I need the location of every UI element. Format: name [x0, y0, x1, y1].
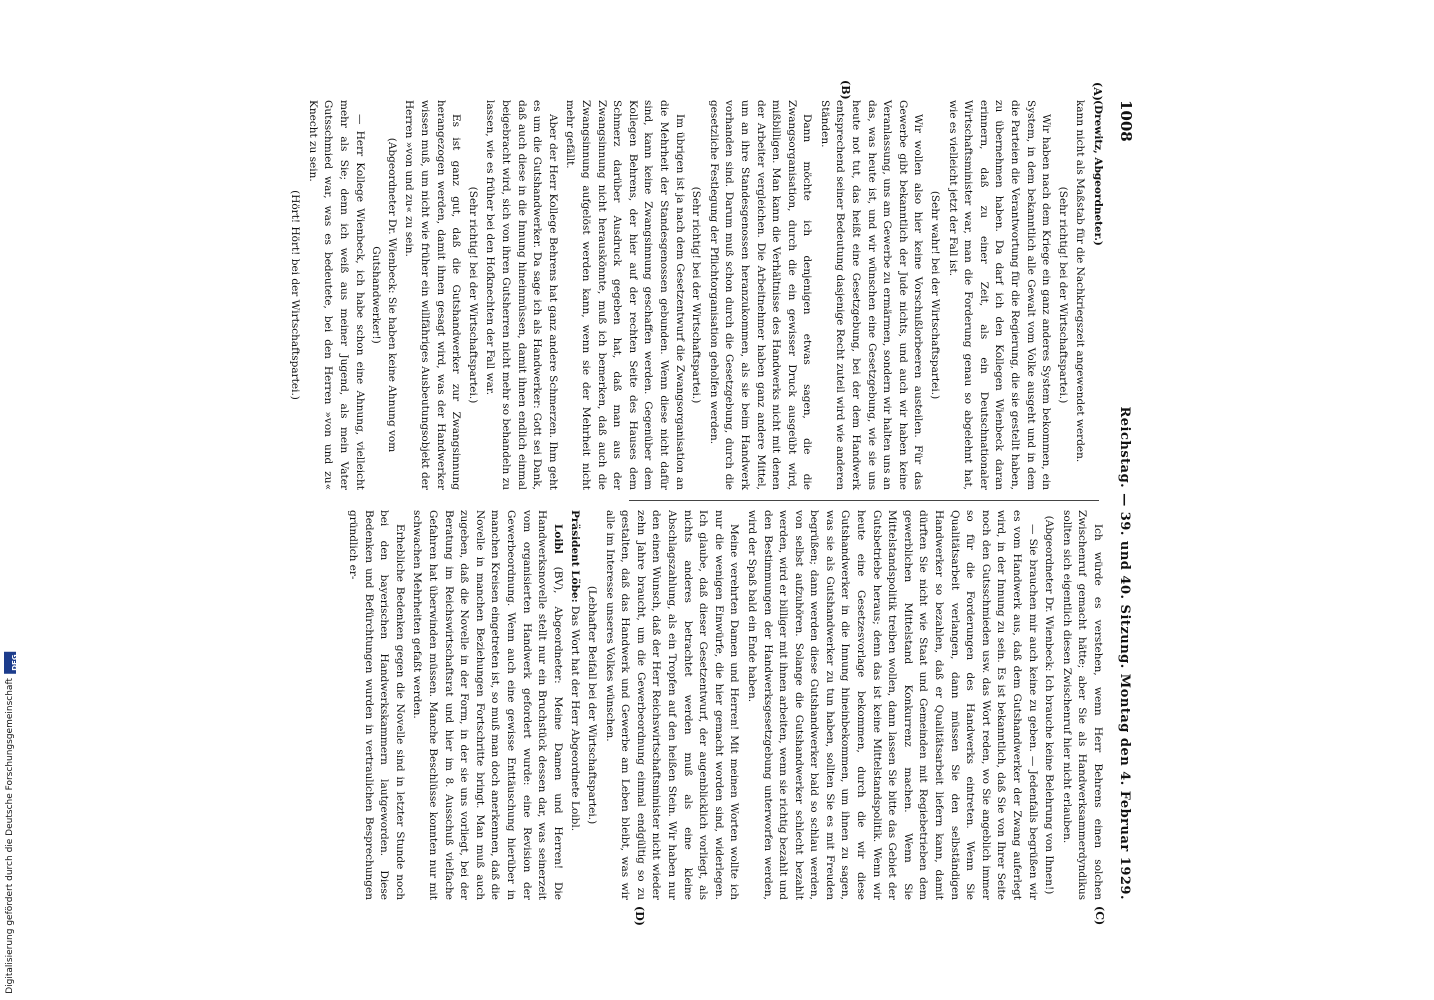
paragraph-text: (Sehr richtig! bei der Wirtschaftspartei.): [1056, 186, 1069, 404]
interjection: [1054, 100, 1070, 490]
margin-letter-a: (A): [1091, 82, 1104, 101]
page-header: [1111, 100, 1133, 900]
paragraph-text: (Sehr richtig! bei der Wirtschaftspartei.): [690, 186, 703, 404]
margin-letter-d: (D): [633, 906, 646, 926]
paragraph: [743, 510, 1039, 900]
paragraph-text: — Herr Kollege Wienbeck, ich habe schon eine Ahnung, vielleicht mehr als Sie; denn ich weiß aus meiner Jugend, als mein Vater Gutsschmied war, was es bedeutete, bei den Herren »von und zu« Knecht zu sein.: [306, 100, 366, 490]
column-divider: [629, 500, 1099, 501]
paragraph: [705, 100, 814, 490]
paragraph-text: Im übrigen ist ja nach dem Gesetzentwurf die Zwangsorganisation an die Mehrheit der Standesgenossen gebunden. Wenn diese nicht dafür sind, kann keine Zwangsinnung geschaffen werden. Gegenüber dem Kollegen Behrens, der hier auf der rechten Seite des Hauses dem Schmerz darüber Ausdruck gegeben hat, daß man aus der Zwangsinnung nicht herauskönnte, muß ich bemerken, daß auch die Zwangsinnung aufgelöst werden kann, wenn sie der Mehrheit nicht mehr gefällt.: [564, 100, 686, 490]
margin-letter-b: (B): [839, 80, 852, 100]
credit-text: Digitalisierung gefördert durch die Deutsche Forschungsgemeinschaft: [5, 678, 15, 994]
paragraph: [304, 100, 366, 490]
interjection: [287, 100, 303, 490]
paragraph: [1072, 100, 1088, 490]
paragraph: [601, 510, 741, 900]
paragraph: [409, 510, 565, 900]
interjection: [688, 100, 704, 490]
interjection: [926, 100, 942, 490]
paragraph: [1089, 100, 1105, 490]
right-text-column: [343, 510, 1106, 900]
paragraph-text: — Sie brauchen mir auch keine zu geben. — Jedenfalls begrüßen wir es vom Handwerk aus, daß dem Gutshandwerker der Zwang auferlegt wird, in der Innung zu sein. Es ist bekanntlich, daß Sie von Ihrer Seite noch den Gutsschmieden usw. das Wort reden, wo Sie angeblich immer so für die Forderungen des Handwerks eintreten. Wenn Sie Qualitätsarbeit verlangen, dann müssen Sie den selbständigen Handwerker so bezahlen, daß er Qualitätsarbeit liefern kann, damit dürften Sie nicht wie Staat und Gemeinden mit Regiebetrieben dem gewerblichen Mittelstand Konkurrenz machen. Wenn Sie Mittelstandspolitik treiben wollen, dann lassen Sie bitte das Gebiet der Gutsbetriebe heraus; denn das ist keine Mittelstandspolitik. Wenn wir heute eine Gesetzesvorlage bekommen, durch die wir diese Gutshandwerker in die Innung hineinbekommen, um ihnen zu sagen, was sie als Gutshandwerker zu tun haben, sollten Sie es mit Freuden begrüßen; dann werden diese Gutshandwerker bald so schlau werden, von selbst aufzuhören. Solange die Gutshandwerker schlecht bezahlt werden, wird er billiger mit ihnen arbeiten, wenn sie richtig bezahlt und den Bestimmungen der Handwerksgesetzgebung unterworfen werden, wird der Spaß bald ein Ende haben.: [745, 510, 1039, 900]
paragraph-text: Erhebliche Bedenken gegen die Novelle sind in letzter Stunde noch bei den bayerischen Handwerkskammern lautgeworden. Diese Bedenken und Befürchtungen wurden in vertraulichen Besprechungen gründlich er-: [347, 510, 406, 900]
paragraph: [567, 510, 583, 900]
paragraph-text: (Abgeordneter Dr. Wienbeck: Ich brauche keine Belehrung von Ihnen!): [1043, 515, 1056, 895]
paragraph-text: Dann möchte ich denjenigen etwas sagen, die die Zwangsorganisation, durch die ein gewisser Druck ausgeübt wird, mißbilligen. Man kann die Verhältnisse des Handwerks nicht mit denen der Arbeiter vergleichen. Die Arbeitnehmer haben ganz andere Mittel, um an ihre Standesgenossen heranzukommen, als sie beim Handwerk vorhanden sind. Darum muß schon durch die Gesetzgebung, durch die gesetzliche Festlegung der Pflichtorganisation geholfen werden.: [707, 100, 814, 490]
paragraph: [401, 100, 463, 490]
paragraph-text: Wir wollen also hier keine Vorschußlorbeeren austeilen. Für das Gewerbe gibt bekanntlich der Jude nichts, und auch wir haben keine Veranlassung, uns am Gewerbe zu ermärmen, sondern wir halten uns an das, was heute ist, und wir wünschen eine Gesetzgebung, wie sie uns heute not tut, das heißt eine Gesetzgebung, bei der dem Handwerk entsprechend seiner Bedeutung dasjenige Recht zuteil wird wie anderen Ständen.: [818, 100, 925, 490]
paragraph-text: (Hört! Hört! bei der Wirtschaftspartei.): [289, 190, 302, 400]
margin-letter-c: (C): [1093, 906, 1106, 926]
paragraph: [944, 100, 1053, 490]
left-text-column: [286, 100, 1105, 490]
page-number: 1008: [1117, 100, 1135, 142]
paragraph: [1058, 510, 1105, 900]
paragraph-text: (Sehr richtig! bei der Wirtschaftspartei.): [466, 186, 479, 404]
paragraph-text: Aber der Herr Kollege Behrens hat ganz andere Schmerzen. Ihm geht es um die Gutshandwerker. Da sage ich als Handwerker: Gott sei Dank, daß auch diese in die Innung hineinmüssen, damit ihnen endlich einmal beigebracht wird, sich von ihren Gutsherren nicht mehr so behandeln zu lassen, wie es früher bei den Hofknechten der Fall war.: [484, 100, 559, 490]
paragraph-text: (BV), Abgeordneter: Meine Damen und Herren! Die Handwerksnovelle stellt nur ein Bruchstück dessen dar, was seinerzeit vom organisierten Handwerk gefordert wurde: eine Revision der Gewerbeordnung. Wenn auch eine gewisse Enttäuschung hierüber in manchen Kreisen eingetreten ist, so muß man doch anerkennen, daß die Novelle in manchen Beziehungen Fortschritte bringt. Man muß auch zugeben, daß die Novelle in der Form, in der sie uns vorliegt, bei der Beratung im Reichswirtschaftsrat und hier im 8. Ausschuß vielfache Gefahren hat überwinden müssen. Manche Beschlüsse konnten nur mit schwachen Mehrheiten gefaßt werden.: [411, 510, 564, 900]
interjection: [1041, 510, 1057, 900]
paragraph-text: Meine verehrten Damen und Herren! Mit meinen Worten wollte ich nur die wenigen Einwürfe, die hier gemacht worden sind, widerlegen. Ich glaube, daß dieser Gesetzentwurf, der augenblicklich vorliegt, als nichts anderes betrachtet werden muß als eine kleine Abschlagszahlung, als ein Tropfen auf den heißen Stein. Wir haben nur den einen Wunsch, daß der Herr Reichswirtschaftsminister nicht wieder zehn Jahre braucht, um die Gewerbeordnung einmal endgültig so zu gestalten, daß das Handwerk und Gewerbe am Leben bleibt, was wir alle im Interesse unseres Volkes wünschen.: [603, 510, 741, 900]
interjection: [368, 100, 399, 490]
paragraph: [345, 510, 407, 900]
speaker-name: Loibl: [551, 524, 564, 554]
interjection: [464, 100, 480, 490]
session-title: Reichstag. — 39. und 40. Sitzung. Montag den 4. Februar 1929.: [1117, 406, 1132, 900]
paragraph-text: (Sehr wahr! bei der Wirtschaftspartei.): [929, 190, 942, 400]
speaker-name: Präsident Löbe:: [569, 510, 582, 603]
paragraph: [816, 100, 925, 490]
paragraph-text: Wir haben nach dem Kriege ein ganz anderes System bekommen, ein System, in dem bekanntlich alle Gewalt vom Volke ausgeht und in dem die Parteien die Verantwortung für die Regierung, die sie gestellt haben, zu übernehmen haben. Da darf ich den Kollegen Wienbeck daran erinnern, daß zu einer Zeit, als ein Deutschnationaler Wirtschaftsminister war, man die Forderung genau so abgelehnt hat, wie es vielleicht jetzt der Fall ist.: [946, 100, 1053, 490]
paragraph-text: kann nicht als Maßstab für die Nachkriegszeit angewendet werden.: [1074, 100, 1087, 463]
dfg-logo: DFG: [4, 652, 16, 674]
rotated-document-page: [103, 80, 1135, 926]
interjection: [583, 510, 599, 900]
paragraph: [482, 100, 560, 490]
paragraph-text: Es ist ganz gut, daß die Gutshandwerker zur Zwangsinnung herangezogen werden, damit ihnen gesagt wird, was der Handwerker wissen muß, um nicht wie früher ein willfähriges Ausbeutungsobjekt der Herren »von und zu« zu sein.: [403, 100, 463, 490]
paragraph: [562, 100, 687, 490]
paragraph-text: Ich würde es verstehen, wenn Herr Behrens einen solchen Zwischenruf gemacht hätte; aber Sie als Handwerksammerdyndikus sollten sich eigentlich diesen Zwischenruf hier nicht erlauben.: [1060, 510, 1104, 900]
paragraph-text: Das Wort hat der Herr Abgeordnete Loibl.: [569, 602, 582, 832]
speaker-name: (Drewitz, Abgeordneter.): [1092, 100, 1104, 246]
paragraph-text: (Lebhafter Beifall bei der Wirtschaftspartei.): [586, 585, 598, 825]
digitization-credit: [4, 652, 19, 994]
paragraph-text: (Abgeordneter Dr. Wienbeck: Sie haben keine Ahnung vom Gutshandwerker!): [370, 137, 398, 453]
